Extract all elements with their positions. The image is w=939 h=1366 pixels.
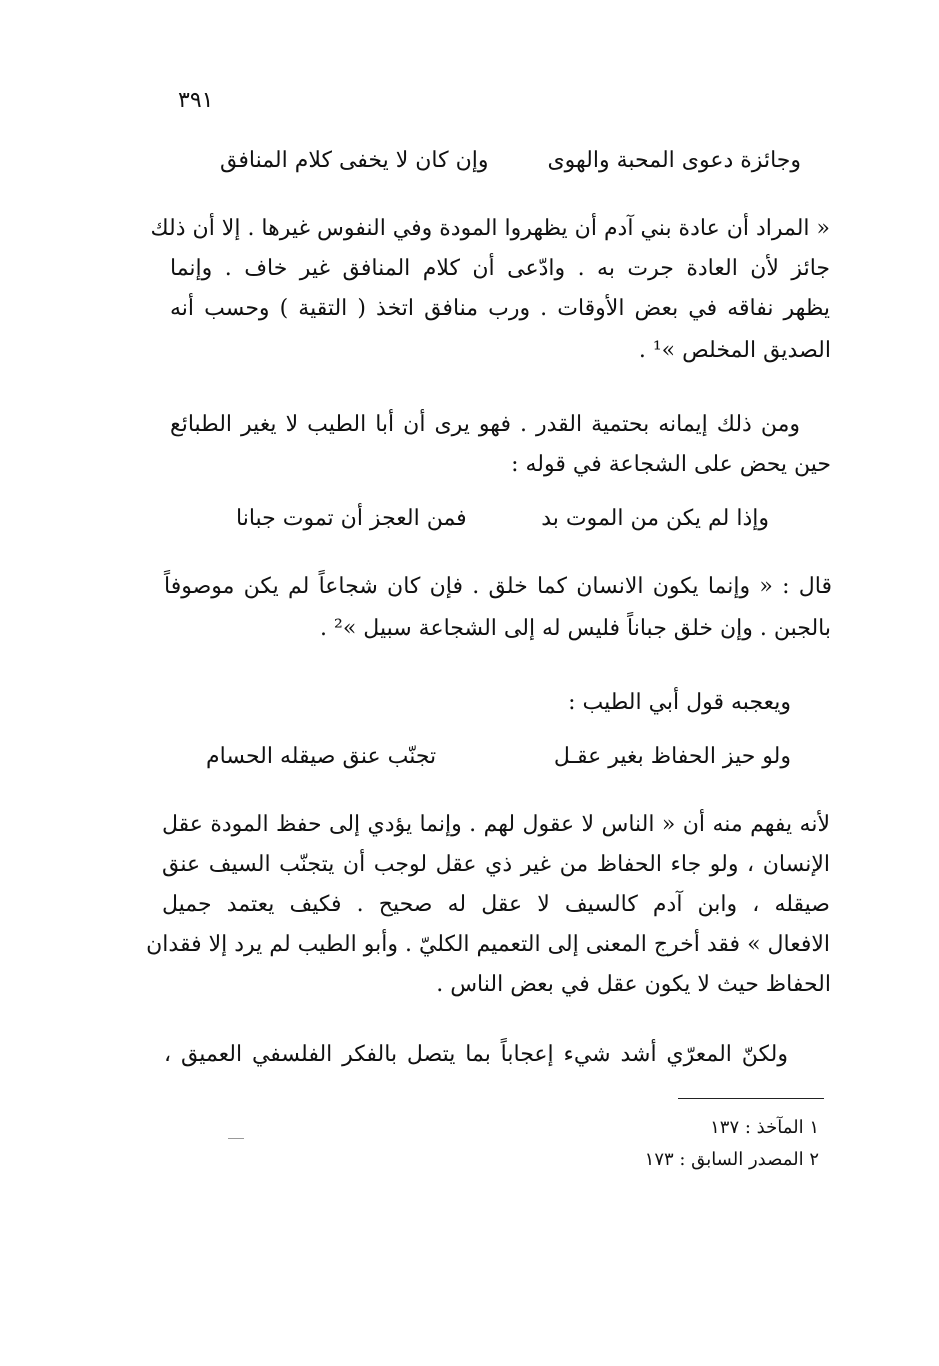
para2-line-1: ومن ذلك إيمانه بحتمية القدر . فهو يرى أن أبا الطيب لا يغير الطبائع bbox=[170, 412, 800, 437]
verse3-left-hemistich: تجنّب عنق صيقله الحسام bbox=[206, 744, 437, 769]
para1-line-4: الصديق المخلص »¹ . bbox=[638, 338, 831, 363]
para3-line-1: قال : « وإنما يكون الانسان كما خلق . فإن كان شجاعاً لم يكن موصوفاً bbox=[164, 574, 832, 599]
verse1-right-hemistich: وجائزة دعوى المحبة والهوى bbox=[547, 148, 801, 173]
para1-line-3: يظهر نفاقه في بعض الأوقات . ورب منافق اتخذ ( التقية ) وحسب أنه bbox=[170, 296, 830, 321]
para5-line-2: الإنسان ، ولو جاء الحفاظ من غير ذي عقل لوجب أن يتجنّب السيف عنق bbox=[162, 852, 830, 877]
verse2-left-hemistich: فمن العجز أن تموت جبانا bbox=[236, 506, 467, 531]
verse2-right-hemistich: وإذا لم يكن من الموت بد bbox=[541, 506, 769, 531]
verse3-right-hemistich: ولو حيز الحفاظ بغير عقـل bbox=[553, 744, 791, 769]
para6-line-1: ولكنّ المعرّي أشد شيء إعجاباً بما يتصل بالفكر الفلسفي العميق ، bbox=[164, 1042, 788, 1067]
para1-line-1: « المراد أن عادة بني آدم أن يظهروا المودة وفي النفوس غيرها . إلا أن ذلك bbox=[150, 216, 830, 241]
footnote-rule bbox=[678, 1098, 824, 1099]
page-number: ٣٩١ bbox=[178, 88, 214, 113]
stray-mark bbox=[228, 1138, 244, 1139]
footnote-2: ٢ المصدر السابق : ١٧٣ bbox=[644, 1149, 819, 1170]
para5-line-3: صيقله ، وابن آدم كالسيف لا عقل له صحيح . فكيف يعتمد جميل bbox=[162, 892, 830, 917]
para1-line-2: جائز لأن العادة جرت به . وادّعى أن كلام المنافق غير خاف . وإنما bbox=[170, 256, 830, 281]
para2-line-2: حين يحض على الشجاعة في قوله : bbox=[511, 452, 831, 477]
para5-line-1: لأنه يفهم منه أن « الناس لا عقول لهم . وإنما يؤدي إلى حفظ المودة عقل bbox=[162, 812, 830, 837]
para5-line-5: الحفاظ حيث لا يكون عقل في بعض الناس . bbox=[436, 972, 831, 997]
para5-line-4: الافعال » فقد أخرج المعنى إلى التعميم الكليّ . وأبو الطيب لم يرد إلا فقدان bbox=[146, 932, 830, 957]
para3-line-2: بالجبن . وإن خلق جباناً فليس له إلى الشجاعة سبيل »² . bbox=[320, 616, 831, 641]
verse1-left-hemistich: وإن كان لا يخفى كلام المنافق bbox=[220, 148, 489, 173]
para4-line-1: ويعجبه قول أبي الطيب : bbox=[568, 690, 791, 715]
footnote-1: ١ المآخذ : ١٣٧ bbox=[710, 1117, 819, 1138]
